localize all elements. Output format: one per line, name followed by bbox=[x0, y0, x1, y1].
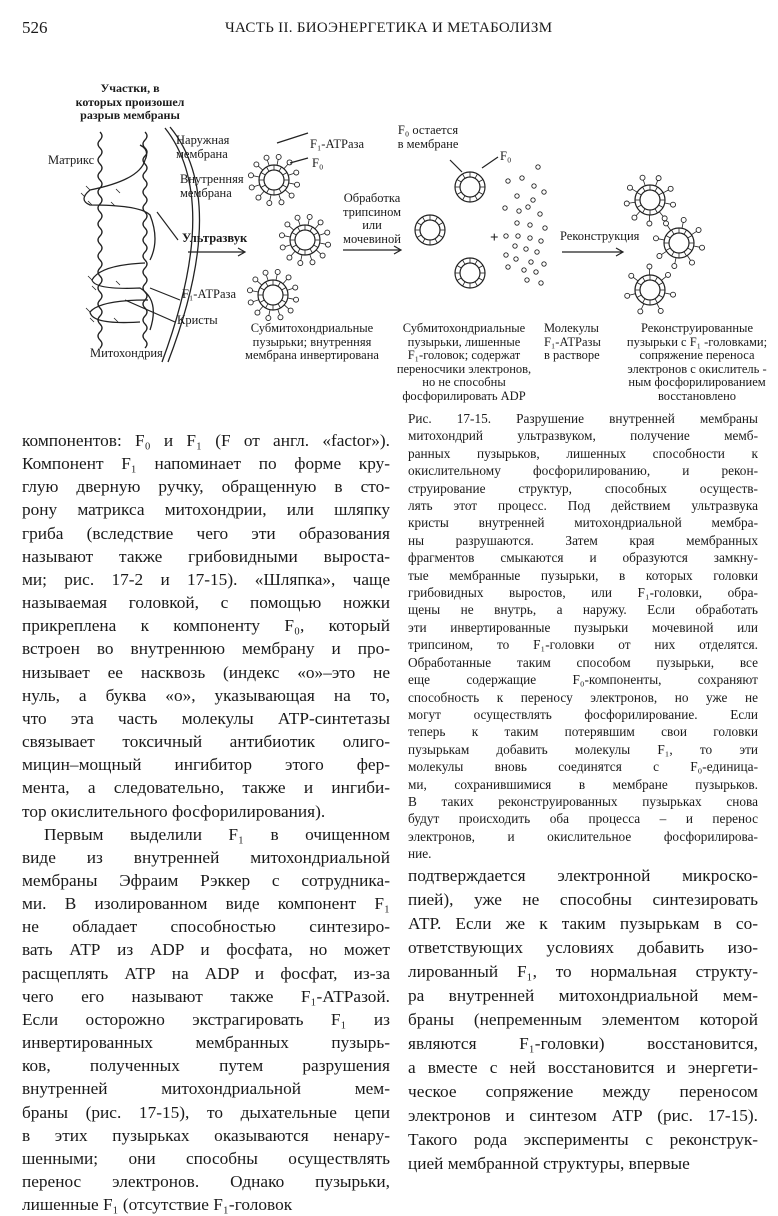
f1-head bbox=[672, 264, 677, 269]
text-line: внутренней митохондриальной мем- bbox=[22, 1077, 390, 1100]
f1-head bbox=[647, 221, 652, 226]
treatment-label bbox=[343, 192, 401, 246]
outer-membrane-label bbox=[176, 134, 229, 161]
ultrasound-label: Ультразвук bbox=[182, 232, 247, 246]
text-line: не обладает способностью синтезиро- bbox=[22, 915, 390, 938]
f1-molecule bbox=[539, 239, 543, 243]
text-line: ответствующих условиях добавить изо- bbox=[408, 936, 758, 960]
label-line: мембрана инвертирована bbox=[245, 349, 379, 363]
f1-molecule bbox=[513, 244, 517, 248]
text-line: ра внутренней митохондриальной мем- bbox=[408, 984, 758, 1008]
f1-head bbox=[255, 310, 260, 315]
f1-head bbox=[278, 315, 283, 320]
f1-head bbox=[625, 293, 630, 298]
label-line: которых произошел bbox=[76, 96, 185, 110]
f1-head bbox=[288, 308, 293, 313]
f1-head bbox=[657, 253, 662, 258]
label-line: пузырьки; внутренняя bbox=[245, 336, 379, 350]
text-line: в этих пузырьках оказываются ненару- bbox=[22, 1124, 390, 1147]
text-line: что эта часть молекулы АТР-синтетазы bbox=[22, 707, 390, 730]
f1-head bbox=[696, 228, 701, 233]
text-line: пией), уже не способны синтезировать bbox=[408, 888, 758, 912]
text-line: молекулы вновь соединятся с F₀-единица- bbox=[408, 758, 758, 775]
f1-head bbox=[249, 185, 254, 190]
f1-head bbox=[287, 255, 292, 260]
text-line: кристы внутренней митохондриальной мембра- bbox=[408, 514, 758, 531]
treatment-arrow bbox=[343, 246, 401, 254]
text-line: глую дверную ручку, обращенную в сто- bbox=[22, 475, 390, 498]
f1-head bbox=[647, 264, 652, 269]
f1-head bbox=[248, 173, 253, 178]
text-line: цией мембранной структуры, впервые bbox=[408, 1152, 758, 1176]
text-line: ков, полученных путем разрушения bbox=[22, 1054, 390, 1077]
text-line: компонентов: F₀ и F₁ (F от англ. «factor»). bbox=[22, 429, 390, 452]
text-line: расщеплять АТР на ADP и фосфат, из-за bbox=[22, 962, 390, 985]
text-line: тор окислительного фосфорилирования). bbox=[22, 800, 390, 823]
text-line: фрагментов смыкаются и образуются замкну- bbox=[408, 549, 758, 566]
text-line: браны (непременным элементом которой bbox=[408, 1008, 758, 1032]
f1-head bbox=[256, 195, 261, 200]
f1-head bbox=[279, 233, 284, 238]
text-line: подтверждается электронной микроско- bbox=[408, 864, 758, 888]
text-line: еще содержащие F₀-компоненты, сохраняют bbox=[408, 671, 758, 688]
f1-molecule bbox=[543, 226, 547, 230]
f1-molecule bbox=[542, 262, 546, 266]
text-line: Такого рода эксперименты с реконструк- bbox=[408, 1128, 758, 1152]
label-line: трипсином bbox=[343, 206, 401, 220]
f1-head bbox=[275, 269, 280, 274]
vesicle-f1-label: F₁-АТРаза bbox=[310, 138, 364, 152]
text-line: шенными; они способны осуществлять bbox=[22, 1147, 390, 1170]
f1-molecule bbox=[535, 250, 539, 254]
f1-molecule bbox=[522, 268, 526, 272]
f1-head bbox=[286, 275, 291, 280]
label-line: или bbox=[343, 219, 401, 233]
stripped-vesicle bbox=[455, 258, 485, 288]
f1-head bbox=[310, 260, 315, 265]
label-line: Обработка bbox=[343, 192, 401, 206]
text-line: тые мембранные пузырьки, в которых головки bbox=[408, 567, 758, 584]
f1-head bbox=[285, 222, 290, 227]
caption-reconstructed bbox=[627, 322, 767, 403]
label-line: мембрана bbox=[180, 187, 244, 201]
f1-head bbox=[293, 285, 298, 290]
text-line: прикреплена к компоненту F₀, который bbox=[22, 614, 390, 637]
f1-head bbox=[666, 272, 671, 277]
f1-head bbox=[638, 309, 643, 314]
break-sites-label bbox=[76, 82, 185, 123]
f1-head bbox=[276, 154, 281, 159]
f1-head bbox=[662, 216, 667, 221]
f1-head bbox=[640, 175, 645, 180]
f1-molecule bbox=[520, 176, 524, 180]
f1-head bbox=[681, 217, 686, 222]
f1-atpase-pointer bbox=[150, 288, 180, 300]
text-line: ние. bbox=[408, 845, 758, 862]
cristae-label: Кристы bbox=[177, 314, 218, 328]
label-line: сопряжение переноса bbox=[627, 349, 767, 363]
f1-head bbox=[267, 201, 272, 206]
text-line: Первым выделили F₁ в очищенном bbox=[22, 823, 390, 846]
text-line: встроен во внутреннюю мембрану и про- bbox=[22, 637, 390, 660]
f1-head bbox=[295, 215, 300, 220]
f1-head bbox=[307, 214, 312, 219]
label-line: мочевиной bbox=[343, 233, 401, 247]
free-f1-molecules bbox=[503, 165, 547, 285]
label-line: Реконструированные bbox=[627, 322, 767, 336]
text-line: окислительному фосфорилированию, и рекон- bbox=[408, 462, 758, 479]
label-line: ным фосфорилированием bbox=[627, 376, 767, 390]
text-line: ми. В изолированном виде компонент F₁ bbox=[22, 892, 390, 915]
text-line: а вместе с ней восстановится и энергети- bbox=[408, 1056, 758, 1080]
f1-molecule bbox=[536, 165, 540, 169]
label-line: Молекулы bbox=[544, 322, 601, 336]
body-text-left bbox=[22, 429, 390, 1216]
f1-molecule bbox=[528, 223, 532, 227]
reconstructed-vesicle bbox=[624, 175, 675, 226]
text-line: ранных пузырьков, лишенных способности к bbox=[408, 445, 758, 462]
f1-head bbox=[264, 155, 269, 160]
running-title: ЧАСТЬ II. БИОЭНЕРГЕТИКА И МЕТАБОЛИЗМ bbox=[225, 20, 552, 37]
inverted-vesicle bbox=[247, 269, 298, 320]
f1-head bbox=[668, 186, 673, 191]
text-line: способность к переносу электронов, но уже не bbox=[408, 689, 758, 706]
f1-molecule bbox=[506, 265, 510, 269]
text-line: могут осуществлять фосфорилирование. Если bbox=[408, 706, 758, 723]
label-line: Субмитохондриальные bbox=[397, 322, 531, 336]
f1-head bbox=[700, 245, 705, 250]
reconstructed-vesicle bbox=[625, 264, 676, 314]
page-number: 526 bbox=[22, 18, 48, 38]
text-line: Компонент F₁ напоминает по форме кру- bbox=[22, 452, 390, 475]
f1-molecule bbox=[525, 278, 529, 282]
f1-head bbox=[320, 253, 325, 258]
text-line: гриба (вследствие чего эти образования bbox=[22, 522, 390, 545]
f0-label-pointer bbox=[482, 157, 498, 168]
text-line: мембраны Эфраим Рэккер с сотрудника- bbox=[22, 869, 390, 892]
f1-head bbox=[326, 242, 331, 247]
text-line: инвертированных мембранных пузырь- bbox=[22, 1031, 390, 1054]
f1-head bbox=[280, 245, 285, 250]
label-line: электронов с окислитель - bbox=[627, 363, 767, 377]
plus-sign: + bbox=[490, 232, 499, 246]
f1-head bbox=[248, 300, 253, 305]
label-line: фосфорилировать ADP bbox=[397, 390, 531, 404]
label-line: пузырьки с F₁ -головками; bbox=[627, 336, 767, 350]
f1-head bbox=[658, 308, 663, 313]
text-line: нуль, а буква «о», указывающая на то, bbox=[22, 684, 390, 707]
f0-remains-pointer bbox=[450, 160, 462, 172]
text-line: пузырькам добавить молекулы F₁, то эти bbox=[408, 741, 758, 758]
text-line: Рис. 17-15. Разрушение внутренней мембраны bbox=[408, 410, 758, 427]
figure-caption bbox=[408, 410, 758, 863]
text-line: АТР. Если же к таким пузырькам в со- bbox=[408, 912, 758, 936]
caption-molecules bbox=[544, 322, 601, 363]
text-line: эти инвертированные пузырьки мочевиной или bbox=[408, 619, 758, 636]
text-line: являются F₁-головки) восстановится, bbox=[408, 1032, 758, 1056]
text-line: связывает токсичный антибиотик олиго- bbox=[22, 730, 390, 753]
f1-head bbox=[253, 277, 258, 282]
f1-molecule bbox=[516, 234, 520, 238]
f1-molecule bbox=[539, 281, 543, 285]
text-line: называемая головкой, с помощью ножки bbox=[22, 591, 390, 614]
f1-molecule bbox=[515, 194, 519, 198]
stripped-vesicle bbox=[415, 215, 445, 245]
inner-membrane-pointer bbox=[157, 212, 178, 240]
text-line: называют также грибовидными выроста- bbox=[22, 545, 390, 568]
f1-molecule bbox=[515, 221, 519, 225]
f1-head bbox=[294, 170, 299, 175]
text-line: виде из внутренней митохондриальной bbox=[22, 846, 390, 869]
text-line: лированный F₁, то нормальная структу- bbox=[408, 960, 758, 984]
text-line: лять этот процесс. Под действием ультразвука bbox=[408, 497, 758, 514]
f1-molecule bbox=[529, 260, 533, 264]
f1-head bbox=[664, 221, 669, 226]
f1-head bbox=[629, 273, 634, 278]
reconstruction-arrow bbox=[562, 248, 623, 256]
text-line: браны (рис. 17-15), то дыхательные цепи bbox=[22, 1101, 390, 1124]
label-line: в растворе bbox=[544, 349, 601, 363]
f1-head bbox=[295, 182, 300, 187]
f1-molecule bbox=[504, 253, 508, 257]
label-line: Внутренняя bbox=[180, 173, 244, 187]
text-line: Обработанные таким способом пузырьки, все bbox=[408, 654, 758, 671]
label-line: восстановлено bbox=[627, 390, 767, 404]
figure-17-15 bbox=[0, 60, 778, 400]
stripped-vesicle bbox=[455, 172, 485, 202]
f1-head bbox=[298, 261, 303, 266]
text-line: щены не внутрь, а наружу. Если обработать bbox=[408, 601, 758, 618]
text-line: рону матрикса митохондрии, или шляпку bbox=[22, 498, 390, 521]
f1-molecule bbox=[534, 270, 538, 274]
label-line: разрыв мембраны bbox=[76, 109, 185, 123]
f1-head bbox=[247, 288, 252, 293]
text-line: низывает ее насквозь (индекс «о»–это не bbox=[22, 661, 390, 684]
text-line: ческое сопряжение между переносом bbox=[408, 1080, 758, 1104]
cristae-pointer bbox=[125, 300, 175, 322]
text-line: грибовидных выростов, или F₁-головки, обра- bbox=[408, 584, 758, 601]
f1-head bbox=[656, 176, 661, 181]
text-line: вать АТР из ADP и фосфата, но может bbox=[22, 938, 390, 961]
text-line: ми, сохранившимися в мембране пузырьков. bbox=[408, 776, 758, 793]
reconstruction-label: Реконструкция bbox=[560, 230, 639, 244]
label-line: переносчики электронов, bbox=[397, 363, 531, 377]
label-line: F₁-головок; содержат bbox=[397, 349, 531, 363]
text-line: мицин–мощный ингибитор этого фер- bbox=[22, 753, 390, 776]
f1-head bbox=[671, 292, 676, 297]
label-line: F₀ остается bbox=[398, 124, 459, 138]
f1-molecule bbox=[542, 190, 546, 194]
f0-pointer bbox=[290, 158, 308, 163]
text-line: будут происходить оба процесса – и перенос bbox=[408, 810, 758, 827]
f1-molecule bbox=[503, 206, 507, 210]
text-line: ны разрушаются. Затем края мембранных bbox=[408, 532, 758, 549]
label-line: Наружная bbox=[176, 134, 229, 148]
label-line: в мембране bbox=[398, 138, 459, 152]
f1-molecule bbox=[506, 179, 510, 183]
f0-remains-label bbox=[398, 124, 459, 151]
f1-head bbox=[279, 200, 284, 205]
mitochondrion-label: Митохондрия bbox=[90, 347, 163, 361]
f1-head bbox=[263, 270, 268, 275]
inverted-vesicle bbox=[279, 214, 330, 265]
inner-membrane-label bbox=[180, 173, 244, 200]
f1-molecule bbox=[531, 198, 535, 202]
text-line: электронов и синтезом АТР (рис. 17-15). bbox=[408, 1104, 758, 1128]
text-line: В таких реконструированных пузырьках снова bbox=[408, 793, 758, 810]
label-line: мембрана bbox=[176, 148, 229, 162]
text-line: ми; рис. 17-2 и 17-15). «Шляпка», чаще bbox=[22, 568, 390, 591]
body-text-right bbox=[408, 864, 758, 1176]
text-line: митохондрий ультразвуком, получение мемб- bbox=[408, 427, 758, 444]
text-line: перенос электронов. Однако пузырьки, bbox=[22, 1170, 390, 1193]
vesicle-f0-label: F₀ bbox=[312, 157, 323, 171]
f1-pointer bbox=[277, 133, 308, 143]
label-line: F₁-АТРазы bbox=[544, 336, 601, 350]
text-line: Если осторожно экстрагировать F₁ из bbox=[22, 1008, 390, 1031]
f1-atpase-label: F₁-АТРаза bbox=[182, 288, 236, 302]
text-line: трипсином, то F₁-головки от них отделятся. bbox=[408, 636, 758, 653]
break-site-line-left bbox=[98, 132, 102, 348]
f1-molecule bbox=[538, 212, 542, 216]
f1-head bbox=[671, 202, 676, 207]
text-line: мента, а следовательно, также и ингиби- bbox=[22, 776, 390, 799]
f1-molecule bbox=[514, 257, 518, 261]
f1-head bbox=[627, 185, 632, 190]
f1-head bbox=[653, 236, 658, 241]
f1-head bbox=[289, 193, 294, 198]
label-line: пузырьки, лишенные bbox=[397, 336, 531, 350]
f1-head bbox=[325, 230, 330, 235]
text-line: струирование структур, способных осуществ- bbox=[408, 480, 758, 497]
f1-molecule bbox=[526, 205, 530, 209]
f0-label: F₀ bbox=[500, 150, 511, 164]
f1-molecule bbox=[504, 234, 508, 238]
f1-molecule bbox=[517, 209, 521, 213]
caption-vesicles bbox=[245, 322, 379, 363]
text-line: лишенные F₁ (отсутствие F₁-головок bbox=[22, 1193, 390, 1216]
caption-stripped-vesicles bbox=[397, 322, 531, 403]
text-line: чего его называют также F₁-АТРазой. bbox=[22, 985, 390, 1008]
label-line: но не способны bbox=[397, 376, 531, 390]
f1-head bbox=[632, 215, 637, 220]
f1-head bbox=[266, 316, 271, 321]
f1-molecule bbox=[524, 247, 528, 251]
text-line: электронов, и окислительное фосфорилирова- bbox=[408, 828, 758, 845]
reconstructed-vesicle bbox=[653, 217, 704, 268]
f1-head bbox=[254, 162, 259, 167]
matrix-label: Матрикс bbox=[48, 154, 94, 168]
inverted-vesicle bbox=[248, 154, 299, 205]
f1-molecule bbox=[528, 236, 532, 240]
f1-head bbox=[318, 220, 323, 225]
f1-molecule bbox=[532, 184, 536, 188]
f1-head bbox=[624, 201, 629, 206]
label-line: Участки, в bbox=[76, 82, 185, 96]
f1-head bbox=[294, 297, 299, 302]
text-line: теперь к таким потерявшим свои головки bbox=[408, 723, 758, 740]
label-line: Субмитохондриальные bbox=[245, 322, 379, 336]
f1-head bbox=[689, 260, 694, 265]
